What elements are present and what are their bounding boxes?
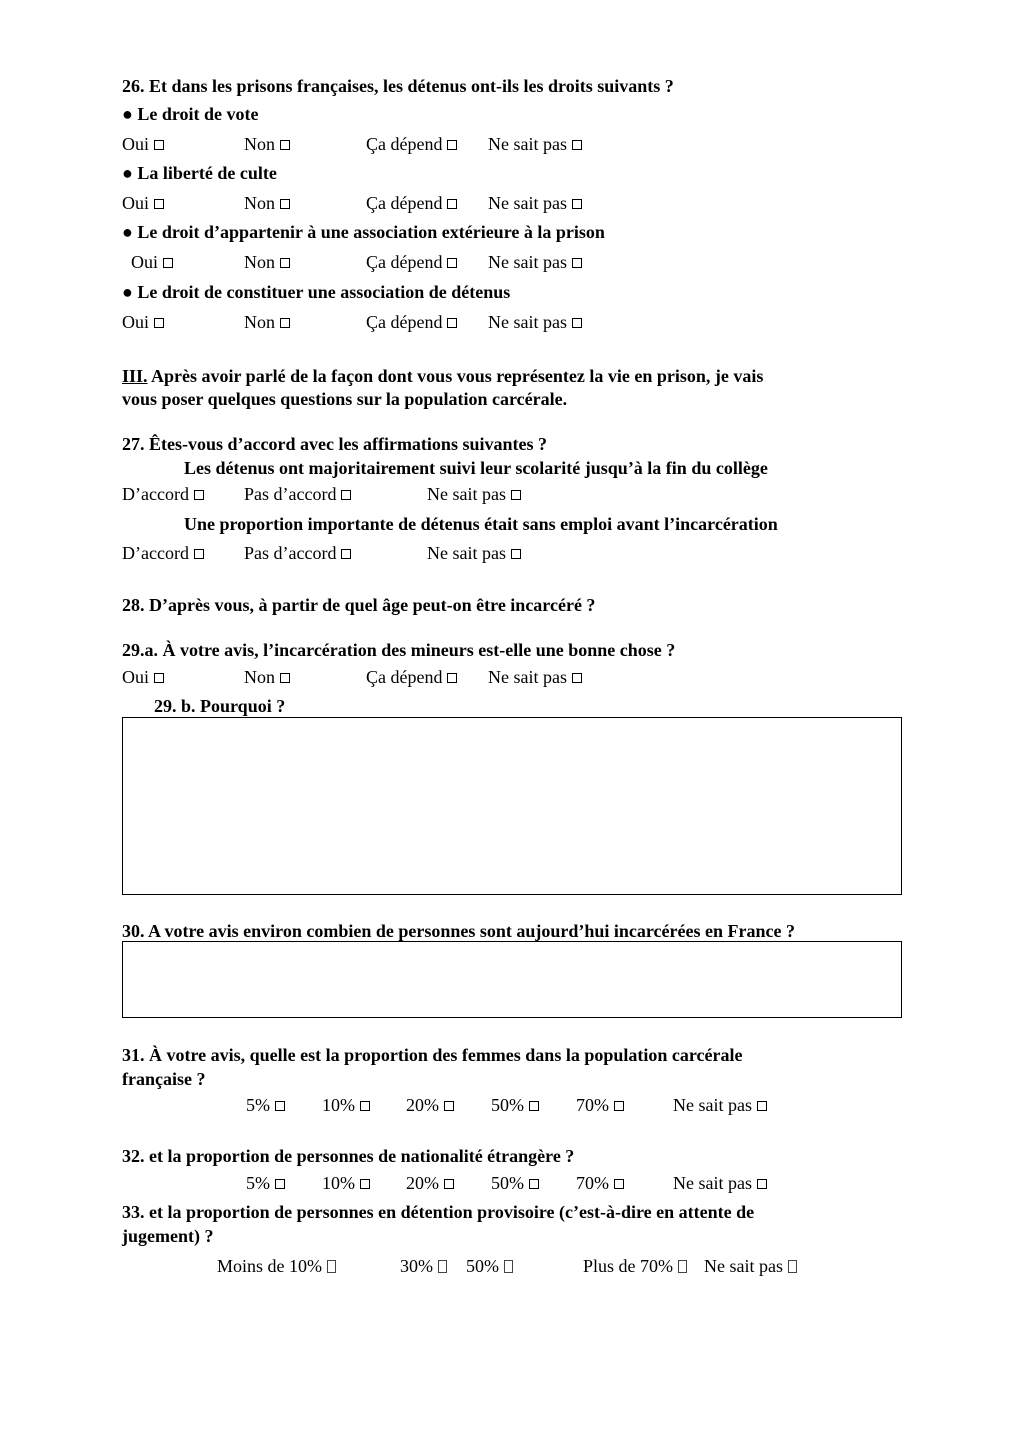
checkbox[interactable] [572, 673, 582, 683]
checkbox[interactable] [788, 1260, 797, 1273]
q27-s1-nsp[interactable]: Ne sait pas [427, 483, 521, 505]
q32-opt-20[interactable]: 20% [406, 1172, 454, 1194]
q30-answer-box[interactable] [122, 941, 902, 1018]
q26-title: 26. Et dans les prisons françaises, les détenus ont-ils les droits suivants ? [122, 76, 674, 96]
q27-s2-pas-accord[interactable]: Pas d’accord [244, 542, 351, 564]
section-3-intro: III. Après avoir parlé de la façon dont vous vous représentez la vie en prison, je vais [122, 366, 764, 386]
q31-opt-50[interactable]: 50% [491, 1094, 539, 1116]
checkbox[interactable] [280, 140, 290, 150]
q33-title-line2: jugement) ? [122, 1226, 214, 1246]
q31-title-line1: 31. À votre avis, quelle est la proportion des femmes dans la population carcérale [122, 1045, 743, 1065]
q31-opt-5[interactable]: 5% [246, 1094, 285, 1116]
checkbox[interactable] [154, 199, 164, 209]
checkbox[interactable] [194, 490, 204, 500]
q32-opt-5[interactable]: 5% [246, 1172, 285, 1194]
checkbox[interactable] [341, 549, 351, 559]
checkbox[interactable] [280, 673, 290, 683]
checkbox[interactable] [438, 1260, 447, 1273]
checkbox[interactable] [572, 258, 582, 268]
q26-vote-oui[interactable]: Oui [122, 133, 164, 155]
checkbox[interactable] [194, 549, 204, 559]
q30-title: 30. A votre avis environ combien de personnes sont aujourd’hui incarcérées en France ? [122, 921, 795, 941]
checkbox[interactable] [572, 199, 582, 209]
q26-item-association-det: ● Le droit de constituer une association de détenus [122, 282, 511, 302]
checkbox[interactable] [757, 1101, 767, 1111]
checkbox[interactable] [280, 318, 290, 328]
q26-vote-nsp[interactable]: Ne sait pas [488, 133, 582, 155]
checkbox[interactable] [154, 318, 164, 328]
checkbox[interactable] [275, 1101, 285, 1111]
q33-opt-50[interactable]: 50% [466, 1255, 513, 1277]
q29-oui[interactable]: Oui [122, 666, 164, 688]
q26-assoc-ext-nsp[interactable]: Ne sait pas [488, 251, 582, 273]
checkbox[interactable] [275, 1179, 285, 1189]
q33-opt-nsp[interactable]: Ne sait pas [704, 1255, 797, 1277]
q29-nsp[interactable]: Ne sait pas [488, 666, 582, 688]
q27-statement-2: Une proportion importante de détenus était sans emploi avant l’incarcération [184, 514, 778, 534]
checkbox[interactable] [327, 1260, 336, 1273]
q28-title: 28. D’après vous, à partir de quel âge peut-on être incarcéré ? [122, 595, 596, 615]
q27-s2-nsp[interactable]: Ne sait pas [427, 542, 521, 564]
q26-item-culte: ● La liberté de culte [122, 163, 277, 183]
q31-opt-70[interactable]: 70% [576, 1094, 624, 1116]
q33-opt-moins-10[interactable]: Moins de 10% [217, 1255, 336, 1277]
q31-title-line2: française ? [122, 1069, 206, 1089]
section-3-intro-line2: vous poser quelques questions sur la population carcérale. [122, 389, 568, 409]
checkbox[interactable] [280, 258, 290, 268]
checkbox[interactable] [529, 1179, 539, 1189]
checkbox[interactable] [447, 140, 457, 150]
q26-vote-non[interactable]: Non [244, 133, 290, 155]
q26-culte-non[interactable]: Non [244, 192, 290, 214]
checkbox[interactable] [572, 140, 582, 150]
q26-culte-nsp[interactable]: Ne sait pas [488, 192, 582, 214]
q33-title-line1: 33. et la proportion de personnes en détention provisoire (c’est-à-dire en attente de [122, 1202, 755, 1222]
q29b-title: 29. b. Pourquoi ? [154, 696, 286, 716]
q26-culte-oui[interactable]: Oui [122, 192, 164, 214]
checkbox[interactable] [529, 1101, 539, 1111]
q29b-answer-box[interactable] [122, 717, 902, 895]
q29a-title: 29.a. À votre avis, l’incarcération des mineurs est-elle une bonne chose ? [122, 640, 676, 660]
checkbox[interactable] [444, 1101, 454, 1111]
q26-vote-depend[interactable]: Ça dépend [366, 133, 457, 155]
q31-opt-20[interactable]: 20% [406, 1094, 454, 1116]
q27-s1-accord[interactable]: D’accord [122, 483, 204, 505]
checkbox[interactable] [614, 1179, 624, 1189]
checkbox[interactable] [511, 549, 521, 559]
q27-title: 27. Êtes-vous d’accord avec les affirmations suivantes ? [122, 434, 547, 454]
checkbox[interactable] [341, 490, 351, 500]
checkbox[interactable] [163, 258, 173, 268]
checkbox[interactable] [504, 1260, 513, 1273]
checkbox[interactable] [154, 140, 164, 150]
q26-item-association-ext: ● Le droit d’appartenir à une association extérieure à la prison [122, 222, 605, 242]
checkbox[interactable] [447, 199, 457, 209]
q33-opt-plus-70[interactable]: Plus de 70% [583, 1255, 687, 1277]
checkbox[interactable] [280, 199, 290, 209]
q29-depend[interactable]: Ça dépend [366, 666, 457, 688]
section-number: III. [122, 366, 148, 386]
checkbox[interactable] [360, 1179, 370, 1189]
q26-assoc-ext-depend[interactable]: Ça dépend [366, 251, 457, 273]
checkbox[interactable] [678, 1260, 687, 1273]
checkbox[interactable] [447, 258, 457, 268]
q26-assoc-det-oui[interactable]: Oui [122, 311, 164, 333]
checkbox[interactable] [614, 1101, 624, 1111]
q32-opt-70[interactable]: 70% [576, 1172, 624, 1194]
q26-assoc-ext-non[interactable]: Non [244, 251, 290, 273]
q26-assoc-det-non[interactable]: Non [244, 311, 290, 333]
q27-s1-pas-accord[interactable]: Pas d’accord [244, 483, 351, 505]
q31-opt-nsp[interactable]: Ne sait pas [673, 1094, 767, 1116]
q26-assoc-det-nsp[interactable]: Ne sait pas [488, 311, 582, 333]
checkbox[interactable] [572, 318, 582, 328]
q31-opt-10[interactable]: 10% [322, 1094, 370, 1116]
q32-opt-50[interactable]: 50% [491, 1172, 539, 1194]
q33-opt-30[interactable]: 30% [400, 1255, 447, 1277]
q32-title: 32. et la proportion de personnes de nationalité étrangère ? [122, 1146, 575, 1166]
checkbox[interactable] [757, 1179, 767, 1189]
checkbox[interactable] [511, 490, 521, 500]
q26-assoc-det-depend[interactable]: Ça dépend [366, 311, 457, 333]
q32-opt-10[interactable]: 10% [322, 1172, 370, 1194]
q26-culte-depend[interactable]: Ça dépend [366, 192, 457, 214]
q26-assoc-ext-oui[interactable]: Oui [131, 251, 173, 273]
q27-statement-1: Les détenus ont majoritairement suivi leur scolarité jusqu’à la fin du collège [184, 458, 768, 478]
q32-opt-nsp[interactable]: Ne sait pas [673, 1172, 767, 1194]
checkbox[interactable] [447, 673, 457, 683]
q26-item-vote: ● Le droit de vote [122, 104, 259, 124]
checkbox[interactable] [444, 1179, 454, 1189]
checkbox[interactable] [447, 318, 457, 328]
q29-non[interactable]: Non [244, 666, 290, 688]
checkbox[interactable] [154, 673, 164, 683]
checkbox[interactable] [360, 1101, 370, 1111]
q27-s2-accord[interactable]: D’accord [122, 542, 204, 564]
